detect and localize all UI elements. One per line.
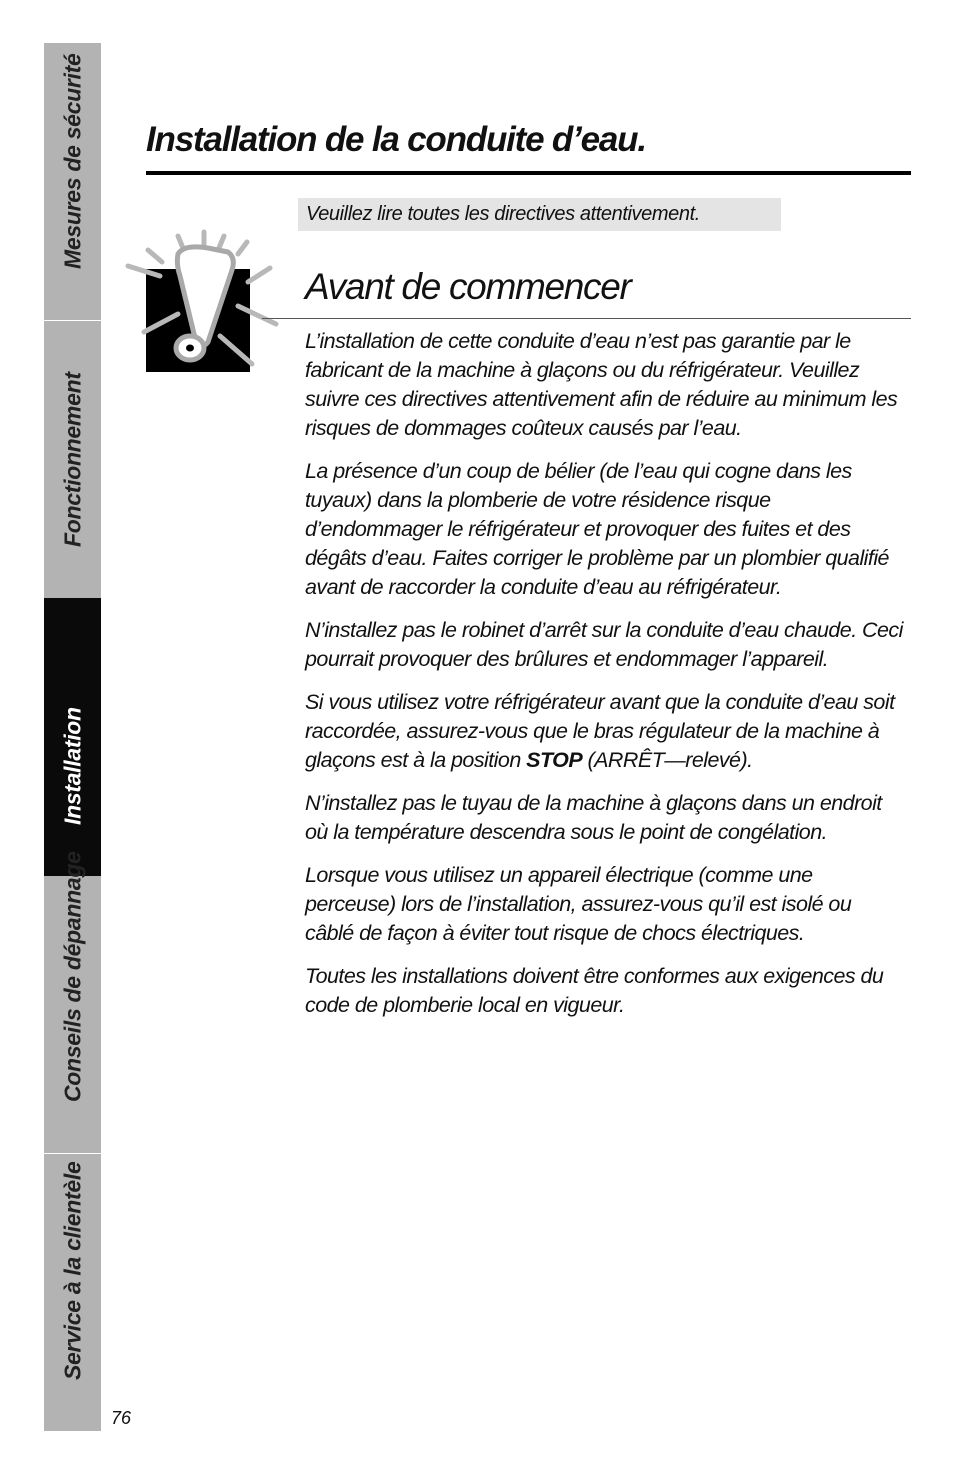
paragraph: L’installation de cette conduite d’eau n’est pas garantie par le fabricant de la machine à glaçons ou du réfrigérateur. Veuillez suivre ces directives attentivement afin de réduire au minimum les risques de dommages coûteux causés par l’eau.: [305, 329, 898, 440]
tab-fonctionnement[interactable]: [44, 321, 101, 598]
paragraph: Lorsque vous utilisez un appareil électrique (comme une perceuse) lors de l’installation, assurez-vous qu’il est isolé ou câblé de façon à éviter tout risque de chocs électriques.: [305, 863, 852, 945]
instructions-body: [305, 327, 905, 1034]
paragraph-text: (ARRÊT—relevé).: [582, 748, 753, 772]
tab-label: Mesures de sécurité: [59, 53, 85, 269]
tab-label: Conseils de dépannage: [59, 851, 85, 1102]
tab-mesures-de-securite[interactable]: [44, 43, 101, 320]
tab-conseils-de-depannage[interactable]: [44, 851, 101, 1153]
paragraph: [305, 688, 905, 775]
page-number: 76: [111, 1408, 132, 1428]
tab-label: Installation: [59, 707, 85, 825]
tab-label: Service à la clientèle: [59, 1161, 85, 1380]
page-title: Installation de la conduite d’eau.: [146, 120, 646, 159]
section-divider: [262, 318, 911, 319]
paragraph-text: Si vous utilisez votre réfrigérateur avant que la conduite d’eau soit raccordée, assurez-vous que le bras régulateur de la machine à glaçons est à la position: [305, 690, 895, 772]
paragraph: N’installez pas le tuyau de la machine à glaçons dans un endroit où la température descendra sous le point de congélation.: [305, 791, 882, 844]
paragraph: La présence d’un coup de bélier (de l’eau qui cogne dans les tuyaux) dans la plomberie de votre résidence risque d’endommager le réfrigérateur et provoquer des fuites et des dégâts d’eau. Faites corriger le problème par un plombier qualifié avant de raccorder la conduite d’eau au réfrigérateur.: [305, 459, 889, 599]
tab-installation[interactable]: [44, 598, 101, 876]
exclamation-warning-icon: [120, 224, 285, 379]
section-heading: Avant de commencer: [305, 266, 631, 307]
notice-banner: Veuillez lire toutes les directives attentivement.: [298, 198, 781, 231]
tab-service-a-la-clientele[interactable]: [44, 1154, 101, 1431]
tab-label: Fonctionnement: [59, 372, 85, 547]
paragraph: Toutes les installations doivent être conformes aux exigences du code de plomberie local en vigueur.: [305, 964, 884, 1017]
paragraph: N’installez pas le robinet d’arrêt sur la conduite d’eau chaude. Ceci pourrait provoquer des brûlures et endommager l’appareil.: [305, 618, 903, 671]
title-divider: [146, 171, 911, 175]
stop-emphasis: STOP: [526, 748, 583, 772]
